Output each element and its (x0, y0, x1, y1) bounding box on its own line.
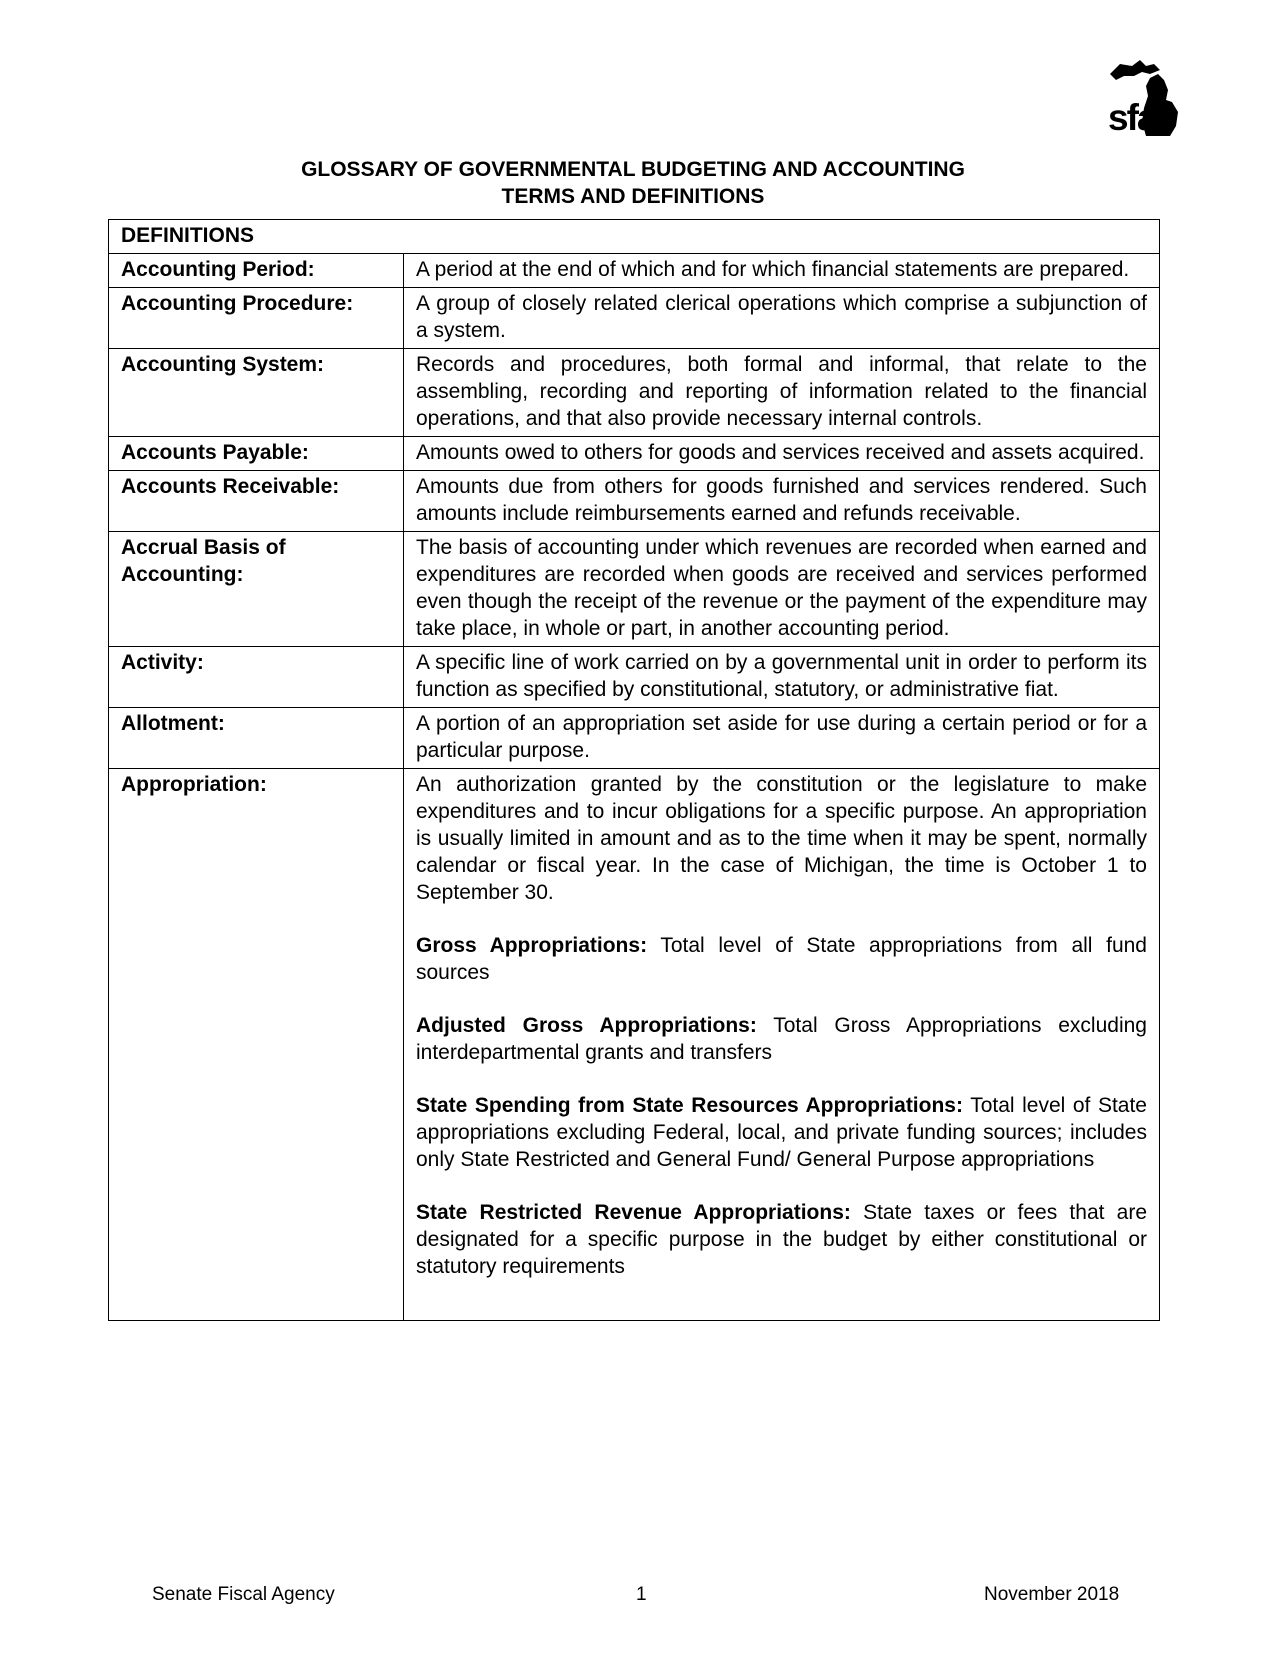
table-row (109, 708, 1160, 769)
table-row (109, 349, 1160, 437)
table-row (109, 288, 1160, 349)
sub-label: Gross Appropriations: (416, 934, 648, 957)
term: Accounts Receivable: (109, 471, 404, 532)
glossary-table (108, 219, 1160, 1321)
term: Activity: (109, 647, 404, 708)
logo-text: sfa (1108, 97, 1156, 138)
sub-definition (416, 932, 1147, 986)
definition (404, 769, 1160, 1321)
term: Accounting System: (109, 349, 404, 437)
appropriation-definition: An authorization granted by the constitution or the legislature to make expenditures and to incur obligations for a specific purpose. An appropriation is usually limited in amount and as to the time when it may be spent, normally calendar or fiscal year. In the case of Michigan, the time is October 1 to September 30. (416, 773, 1147, 904)
sfa-logo (1106, 56, 1184, 140)
footer-agency: Senate Fiscal Agency (152, 1584, 335, 1605)
definition: A portion of an appropriation set aside for use during a certain period or for a particular purpose. (404, 708, 1160, 769)
sub-label: State Spending from State Resources Appropriations: (416, 1094, 963, 1117)
table-row (109, 532, 1160, 647)
definition: Amounts due from others for goods furnished and services rendered. Such amounts include reimbursements earned and refunds receivable. (404, 471, 1160, 532)
title-line-2: TERMS AND DEFINITIONS (501, 185, 765, 208)
definition: A group of closely related clerical operations which comprise a subjunction of a system. (404, 288, 1160, 349)
table-row (109, 254, 1160, 288)
sub-definition (416, 1012, 1147, 1066)
table-row-appropriation (109, 769, 1160, 1321)
table-row (109, 437, 1160, 471)
term: Accounting Procedure: (109, 288, 404, 349)
term: Accounts Payable: (109, 437, 404, 471)
term: Accounting Period: (109, 254, 404, 288)
sub-definition (416, 1199, 1147, 1280)
table-header-row (109, 220, 1160, 254)
term: Allotment: (109, 708, 404, 769)
definition: A specific line of work carried on by a governmental unit in order to perform its function as specified by constitutional, statutory, or administrative fiat. (404, 647, 1160, 708)
sub-label: State Restricted Revenue Appropriations: (416, 1201, 851, 1224)
sub-definition (416, 1092, 1147, 1173)
sub-text: Total level of State appropriations excluding Federal, local, and private funding sources; includes only State Restricted and General Fund/ General Purpose appropriations (416, 1094, 1147, 1171)
sub-text: State taxes or fees that are designated for a specific purpose in the budget by either constitutional or statutory requirements (416, 1201, 1147, 1278)
term: Appropriation: (109, 769, 404, 1321)
sub-label: Adjusted Gross Appropriations: (416, 1014, 757, 1037)
footer-page-number: 1 (636, 1584, 647, 1605)
sub-text: Total level of State appropriations from all fund sources (416, 934, 1147, 984)
title-line-1: GLOSSARY OF GOVERNMENTAL BUDGETING AND ACCOUNTING (301, 158, 965, 181)
term: Accrual Basis of Accounting: (109, 532, 404, 647)
sub-text: Total Gross Appropriations excluding interdepartmental grants and transfers (416, 1014, 1147, 1064)
definition: Amounts owed to others for goods and services received and assets acquired. (404, 437, 1160, 471)
definition: A period at the end of which and for which financial statements are prepared. (404, 254, 1160, 288)
document-title (108, 156, 1158, 210)
definition: Records and procedures, both formal and informal, that relate to the assembling, recording and reporting of information related to the financial operations, and that also provide necessary internal controls. (404, 349, 1160, 437)
footer-date: November 2018 (984, 1584, 1120, 1605)
definition: The basis of accounting under which revenues are recorded when earned and expenditures are recorded when goods are received and services performed even though the receipt of the revenue or the payment of the expenditure may take place, in whole or part, in another accounting period. (404, 532, 1160, 647)
table-row (109, 471, 1160, 532)
table-header: DEFINITIONS (109, 220, 1160, 254)
table-row (109, 647, 1160, 708)
